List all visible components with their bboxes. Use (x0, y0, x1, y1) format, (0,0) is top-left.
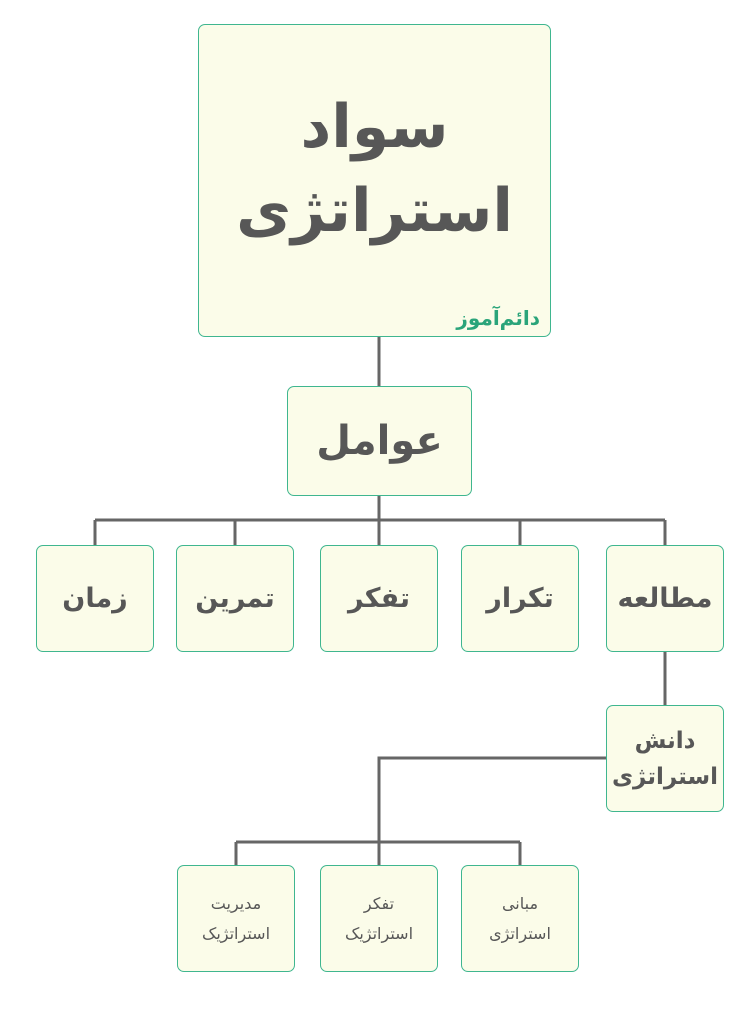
factor-node-practice (176, 545, 294, 652)
factor-label: تکرار (486, 583, 554, 614)
knowledge-item-line2: استراتژیک (202, 923, 271, 943)
knowledge-line2: استراتژی (611, 763, 719, 790)
knowledge-line1: دانش (634, 727, 696, 754)
factor-label: زمان (62, 583, 128, 614)
knowledge-item-line2: استراتژیک (345, 923, 414, 943)
factor-node-time (36, 545, 154, 652)
root-title-line1: سواد (300, 91, 449, 162)
factor-label: مطالعه (617, 583, 713, 614)
knowledge-item-line1: مدیریت (210, 893, 262, 913)
knowledge-item-fundamentals (461, 865, 579, 972)
factor-label: تفکر (347, 583, 411, 614)
knowledge-item-strategic-thinking (320, 865, 438, 972)
knowledge-node (606, 705, 724, 812)
root-title-line2: استراتژی (236, 175, 513, 246)
factor-node-thinking (320, 545, 438, 652)
factor-label: تمرین (195, 583, 275, 614)
root-node (198, 24, 551, 337)
factor-node-study (606, 545, 724, 652)
factors-label: عوامل (316, 418, 443, 464)
knowledge-item-line1: مبانی (501, 893, 539, 913)
brand-logo: دائم‌آموز (456, 306, 540, 330)
connector-knowledge-trunk (379, 758, 606, 842)
factors-node (287, 386, 472, 496)
knowledge-item-line1: تفکر (363, 893, 395, 913)
knowledge-item-line2: استراتژی (489, 923, 551, 943)
factor-node-repetition (461, 545, 579, 652)
knowledge-item-strategic-management (177, 865, 295, 972)
